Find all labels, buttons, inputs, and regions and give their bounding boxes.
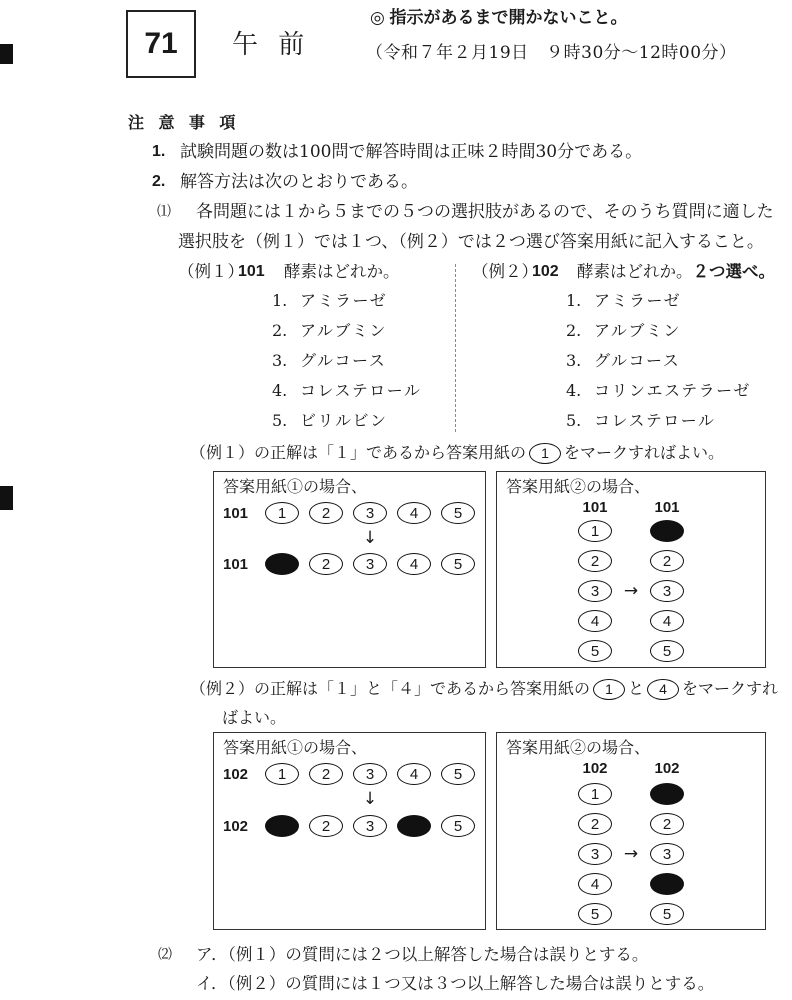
sub-item-text-line: 各問題には１から５までの５つの選択肢があるので、そのうち質問に適した (196, 202, 774, 222)
question-line (577, 262, 775, 282)
answer-bubble: 3 (353, 553, 387, 575)
option-number: 1. (272, 291, 288, 310)
bubble-group (265, 815, 475, 837)
explanation-text: をマークすればよい。 (564, 443, 725, 462)
sheet-title: 答案用紙②の場合、 (506, 738, 651, 757)
answer-bubble: 1 (593, 679, 625, 700)
option-item (272, 411, 421, 441)
explanation-text: ばよい。 (222, 708, 287, 727)
down-arrow-icon: ↓ (362, 789, 378, 809)
answer-bubble: 2 (578, 550, 612, 572)
bubble-column-after (650, 520, 684, 662)
exam-schedule: （令和７年２月19日 ９時30分～12時00分） (366, 43, 737, 63)
bubble-group (265, 502, 475, 524)
answer-bubble: 5 (441, 815, 475, 837)
explanation-text: と (628, 679, 645, 698)
answer-bubble: 5 (650, 903, 684, 925)
option-number: 4. (272, 381, 288, 400)
explanation-text: をマークすれ (682, 679, 779, 698)
answer-bubble: 4 (647, 679, 679, 700)
answer-sheet-type2 (496, 471, 766, 668)
option-item (272, 351, 421, 381)
answer-bubble: 3 (353, 763, 387, 785)
question-number: 101 (223, 504, 249, 522)
option-item (272, 291, 421, 321)
answer-bubble-marked (397, 815, 431, 837)
bubble-group (265, 553, 475, 575)
bubble-column-after (650, 783, 684, 925)
option-text: グルコース (594, 351, 681, 370)
dashed-divider (455, 264, 456, 432)
item-number: 2. (152, 173, 166, 190)
question-number: 102 (223, 817, 249, 835)
answer-row-before (223, 763, 475, 785)
question-number: 101 (223, 555, 249, 573)
do-not-open-notice: ◎ 指示があるまで開かないこと。 (370, 8, 628, 27)
answer-bubble: 3 (353, 502, 387, 524)
option-number: 3. (566, 351, 582, 370)
down-arrow-icon: ↓ (362, 528, 378, 548)
option-text: コレステロール (594, 411, 716, 430)
answer-bubble: 2 (650, 813, 684, 835)
example-label: （例１） (178, 262, 244, 281)
question-number: 102 (532, 263, 559, 280)
question-instruction: ２つ選べ。 (692, 263, 775, 281)
answer-bubble: 3 (353, 815, 387, 837)
option-item (272, 381, 421, 411)
answer-bubble-marked (650, 783, 684, 805)
notes-title: 注 意 事 項 (128, 115, 241, 132)
answer-bubble: 5 (650, 640, 684, 662)
bubble-group (265, 763, 475, 785)
right-arrow-icon: → (623, 844, 639, 864)
answer-row-after (223, 553, 475, 575)
sub-item-number: ⑴ (157, 204, 171, 220)
answer-bubble: 5 (441, 502, 475, 524)
question-number: 101 (654, 499, 680, 516)
explanation-line (190, 442, 724, 464)
answer-bubble-marked (650, 520, 684, 542)
option-text: アミラーゼ (300, 291, 388, 310)
sub-item-number: ⑵ (158, 947, 172, 963)
answer-bubble: 4 (650, 610, 684, 632)
question-number: 102 (654, 760, 680, 777)
answer-bubble: 1 (265, 763, 299, 785)
answer-row-before (223, 502, 475, 524)
option-text: グルコース (300, 351, 387, 370)
sub-item-text-line: 選択肢を（例１）では１つ、（例２）では２つ選び答案用紙に記入すること。 (178, 232, 764, 252)
answer-bubble: 1 (529, 443, 561, 464)
option-number: 4. (566, 381, 582, 400)
option-text: アミラーゼ (594, 291, 682, 310)
answer-sheet-type1 (213, 732, 486, 930)
sheet-title: 答案用紙②の場合、 (506, 477, 651, 496)
registration-mark (0, 44, 13, 64)
answer-bubble: 1 (265, 502, 299, 524)
option-list (566, 291, 751, 441)
answer-sheet-type1 (213, 471, 486, 668)
rule-line: イ．（例２）の質問には１つ又は３つ以上解答した場合は誤りとする。 (196, 974, 715, 993)
question-text: 酵素はどれか。 (577, 262, 693, 281)
example-label: （例２） (472, 262, 538, 281)
answer-bubble: 4 (397, 553, 431, 575)
option-text: ビリルビン (300, 411, 388, 430)
question-text: 酵素はどれか。 (284, 262, 400, 281)
bubble-column-before (578, 783, 612, 925)
answer-bubble-marked (265, 553, 299, 575)
option-item (566, 411, 751, 441)
item-number: 1. (152, 143, 166, 160)
session-label: 午 前 (232, 30, 311, 60)
answer-bubble: 3 (578, 580, 612, 602)
option-text: アルブミン (300, 321, 387, 340)
answer-bubble: 4 (397, 763, 431, 785)
answer-bubble: 2 (650, 550, 684, 572)
rule-line: ア．（例１）の質問には２つ以上解答した場合は誤りとする。 (196, 945, 649, 964)
option-item (566, 381, 751, 411)
answer-bubble: 1 (578, 520, 612, 542)
answer-bubble: 3 (650, 580, 684, 602)
answer-bubble: 5 (578, 640, 612, 662)
answer-bubble: 3 (578, 843, 612, 865)
bubble-column-before (578, 520, 612, 662)
option-text: コレステロール (300, 381, 422, 400)
answer-bubble: 1 (578, 783, 612, 805)
answer-bubble: 2 (309, 815, 343, 837)
answer-bubble-marked (650, 873, 684, 895)
answer-row-after (223, 815, 475, 837)
answer-bubble: 4 (578, 873, 612, 895)
answer-bubble: 4 (578, 610, 612, 632)
answer-bubble: 5 (441, 763, 475, 785)
sheet-title: 答案用紙①の場合、 (223, 738, 368, 757)
question-number: 102 (223, 765, 249, 783)
answer-bubble: 2 (578, 813, 612, 835)
question-number: 101 (582, 499, 608, 516)
sheet-title: 答案用紙①の場合、 (223, 477, 368, 496)
option-number: 3. (272, 351, 288, 370)
registration-mark (0, 486, 13, 510)
answer-bubble-marked (265, 815, 299, 837)
option-item (566, 291, 751, 321)
answer-bubble: 2 (309, 553, 343, 575)
answer-bubble: 4 (397, 502, 431, 524)
answer-bubble: 3 (650, 843, 684, 865)
exam-number-box: 71 (126, 10, 196, 78)
right-arrow-icon: → (623, 581, 639, 601)
question-number: 101 (238, 263, 265, 280)
item-text: 試験問題の数は100問で解答時間は正味２時間30分である。 (180, 142, 643, 162)
option-number: 2. (566, 321, 582, 340)
option-item (566, 321, 751, 351)
answer-sheet-type2 (496, 732, 766, 930)
option-number: 1. (566, 291, 582, 310)
question-number: 102 (582, 760, 608, 777)
explanation-text: （例１）の正解は「１」であるから答案用紙の (190, 443, 527, 462)
option-number: 5. (272, 411, 288, 430)
explanation-line (190, 678, 778, 700)
answer-bubble: 2 (309, 763, 343, 785)
option-item (566, 351, 751, 381)
option-number: 2. (272, 321, 288, 340)
option-text: アルブミン (594, 321, 681, 340)
explanation-line (222, 707, 286, 729)
answer-bubble: 5 (578, 903, 612, 925)
option-item (272, 321, 421, 351)
option-text: コリンエステラーゼ (594, 381, 751, 400)
option-number: 5. (566, 411, 582, 430)
answer-bubble: 5 (441, 553, 475, 575)
option-list (272, 291, 421, 441)
answer-bubble: 2 (309, 502, 343, 524)
item-text: 解答方法は次のとおりである。 (180, 172, 418, 192)
explanation-text: （例２）の正解は「１」と「４」であるから答案用紙の (190, 679, 591, 698)
